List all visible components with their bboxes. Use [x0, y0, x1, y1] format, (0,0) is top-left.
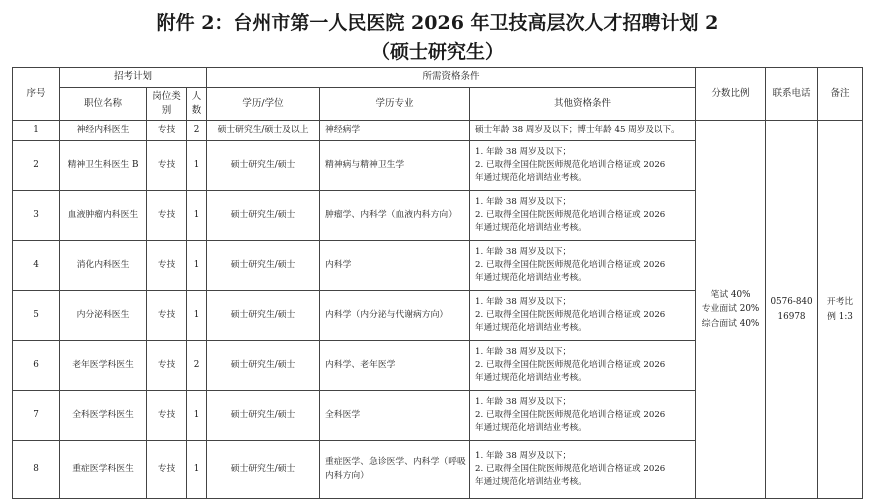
document-subtitle: （硕士研究生） [370, 41, 504, 63]
count-cell: 2 [187, 121, 207, 141]
position-name-cell: 老年医学科医生 [60, 341, 147, 391]
row-seq: 2 [13, 141, 60, 191]
condition-line: 年通过规范化培训结业考核。 [475, 322, 587, 333]
condition-line: 硕士年龄 38 周岁及以下；博士年龄 45 周岁及以下。 [475, 125, 680, 136]
header-position-type: 岗位类别 [147, 88, 187, 121]
condition-line: 1. 年龄 38 周岁及以下； [475, 247, 572, 258]
count-cell: 2 [187, 341, 207, 391]
score-ratio-cell-line: 笔试 40% [710, 290, 751, 301]
count-cell: 1 [187, 141, 207, 191]
header-other-conditions: 其他资格条件 [470, 88, 696, 121]
condition-line: 2. 已取得全国住院医师规范化培训合格证或 2026 [475, 160, 666, 171]
degree-cell: 硕士研究生/硕士 [207, 441, 320, 499]
row-seq: 3 [13, 191, 60, 241]
other-conditions-cell [470, 141, 696, 191]
condition-line: 年通过规范化培训结业考核。 [475, 172, 587, 183]
condition-line: 年通过规范化培训结业考核。 [475, 372, 587, 383]
position-type-cell: 专技 [147, 341, 187, 391]
major-cell: 肿瘤学、内科学（血液内科方向） [320, 191, 470, 241]
position-type-cell: 专技 [147, 191, 187, 241]
count-cell: 1 [187, 441, 207, 499]
row-seq: 5 [13, 291, 60, 341]
table-row [13, 121, 863, 141]
count-cell: 1 [187, 241, 207, 291]
major-cell: 内科学、老年医学 [320, 341, 470, 391]
degree-cell: 硕士研究生/硕士 [207, 291, 320, 341]
position-type-cell: 专技 [147, 391, 187, 441]
position-type-cell: 专技 [147, 241, 187, 291]
degree-cell: 硕士研究生/硕士 [207, 241, 320, 291]
other-conditions-cell [470, 121, 696, 141]
row-seq: 8 [13, 441, 60, 499]
recruitment-table [12, 67, 863, 499]
major-cell: 内科学 [320, 241, 470, 291]
condition-line: 1. 年龄 38 周岁及以下； [475, 451, 572, 462]
position-name-cell: 全科医学科医生 [60, 391, 147, 441]
major-cell: 全科医学 [320, 391, 470, 441]
header-score-ratio: 分数比例 [696, 68, 766, 121]
score-ratio-cell-line: 综合面试 40% [701, 318, 760, 329]
contact-phone-cell [766, 121, 818, 499]
condition-line: 1. 年龄 38 周岁及以下； [475, 347, 572, 358]
other-conditions-cell [470, 391, 696, 441]
remark-cell [818, 121, 863, 499]
row-seq: 4 [13, 241, 60, 291]
degree-cell: 硕士研究生/硕士 [207, 191, 320, 241]
condition-line: 2. 已取得全国住院医师规范化培训合格证或 2026 [475, 210, 666, 221]
row-seq: 1 [13, 121, 60, 141]
header-seq: 序号 [13, 68, 60, 121]
major-cell: 神经病学 [320, 121, 470, 141]
position-name-cell: 消化内科医生 [60, 241, 147, 291]
condition-line: 2. 已取得全国住院医师规范化培训合格证或 2026 [475, 360, 666, 371]
header-position-name: 职位名称 [60, 88, 147, 121]
row-seq: 6 [13, 341, 60, 391]
remark-cell-line: 开考比 [826, 297, 854, 308]
other-conditions-cell [470, 291, 696, 341]
position-type-cell: 专技 [147, 441, 187, 499]
other-conditions-cell [470, 241, 696, 291]
degree-cell: 硕士研究生/硕士 [207, 341, 320, 391]
condition-line: 2. 已取得全国住院医师规范化培训合格证或 2026 [475, 464, 666, 475]
count-cell: 1 [187, 191, 207, 241]
remark-cell-line: 例 1:3 [827, 311, 853, 322]
position-type-cell: 专技 [147, 121, 187, 141]
other-conditions-cell [470, 441, 696, 499]
condition-line: 1. 年龄 38 周岁及以下； [475, 297, 572, 308]
condition-line: 2. 已取得全国住院医师规范化培训合格证或 2026 [475, 310, 666, 321]
position-name-cell: 内分泌科医生 [60, 291, 147, 341]
position-type-cell: 专技 [147, 291, 187, 341]
condition-line: 2. 已取得全国住院医师规范化培训合格证或 2026 [475, 260, 666, 271]
position-name-cell: 神经内科医生 [60, 121, 147, 141]
count-cell: 1 [187, 291, 207, 341]
position-name-cell: 重症医学科医生 [60, 441, 147, 499]
position-type-cell: 专技 [147, 141, 187, 191]
header-plan-group: 招考计划 [60, 68, 207, 88]
header-count: 人数 [187, 88, 207, 121]
score-ratio-cell [696, 121, 766, 499]
major-cell: 内科学（内分泌与代谢病方向） [320, 291, 470, 341]
contact-phone-cell-line: 16978 [777, 311, 806, 322]
degree-cell: 硕士研究生/硕士 [207, 391, 320, 441]
condition-line: 1. 年龄 38 周岁及以下； [475, 197, 572, 208]
condition-line: 2. 已取得全国住院医师规范化培训合格证或 2026 [475, 410, 666, 421]
condition-line: 年通过规范化培训结业考核。 [475, 422, 587, 433]
other-conditions-cell [470, 191, 696, 241]
header-requirements-group: 所需资格条件 [207, 68, 696, 88]
row-seq: 7 [13, 391, 60, 441]
condition-line: 年通过规范化培训结业考核。 [475, 222, 587, 233]
degree-cell: 硕士研究生/硕士及以上 [207, 121, 320, 141]
document-title: 附件 2：台州市第一人民医院 2026 年卫技高层次人才招聘计划 2 [156, 12, 719, 34]
header-degree: 学历/学位 [207, 88, 320, 121]
other-conditions-cell [470, 341, 696, 391]
condition-line: 年通过规范化培训结业考核。 [475, 272, 587, 283]
score-ratio-cell-line: 专业面试 20% [701, 304, 760, 315]
degree-cell: 硕士研究生/硕士 [207, 141, 320, 191]
header-major: 学历专业 [320, 88, 470, 121]
condition-line: 年通过规范化培训结业考核。 [475, 476, 587, 487]
header-remark: 备注 [818, 68, 863, 121]
count-cell: 1 [187, 391, 207, 441]
position-name-cell: 精神卫生科医生 B [60, 141, 147, 191]
position-name-cell: 血液肿瘤内科医生 [60, 191, 147, 241]
condition-line: 1. 年龄 38 周岁及以下； [475, 397, 572, 408]
major-cell: 重症医学、急诊医学、内科学（呼吸内科方向） [320, 441, 470, 499]
major-cell: 精神病与精神卫生学 [320, 141, 470, 191]
header-contact: 联系电话 [766, 68, 818, 121]
condition-line: 1. 年龄 38 周岁及以下； [475, 147, 572, 158]
contact-phone-cell-line: 0576-840 [770, 297, 813, 308]
